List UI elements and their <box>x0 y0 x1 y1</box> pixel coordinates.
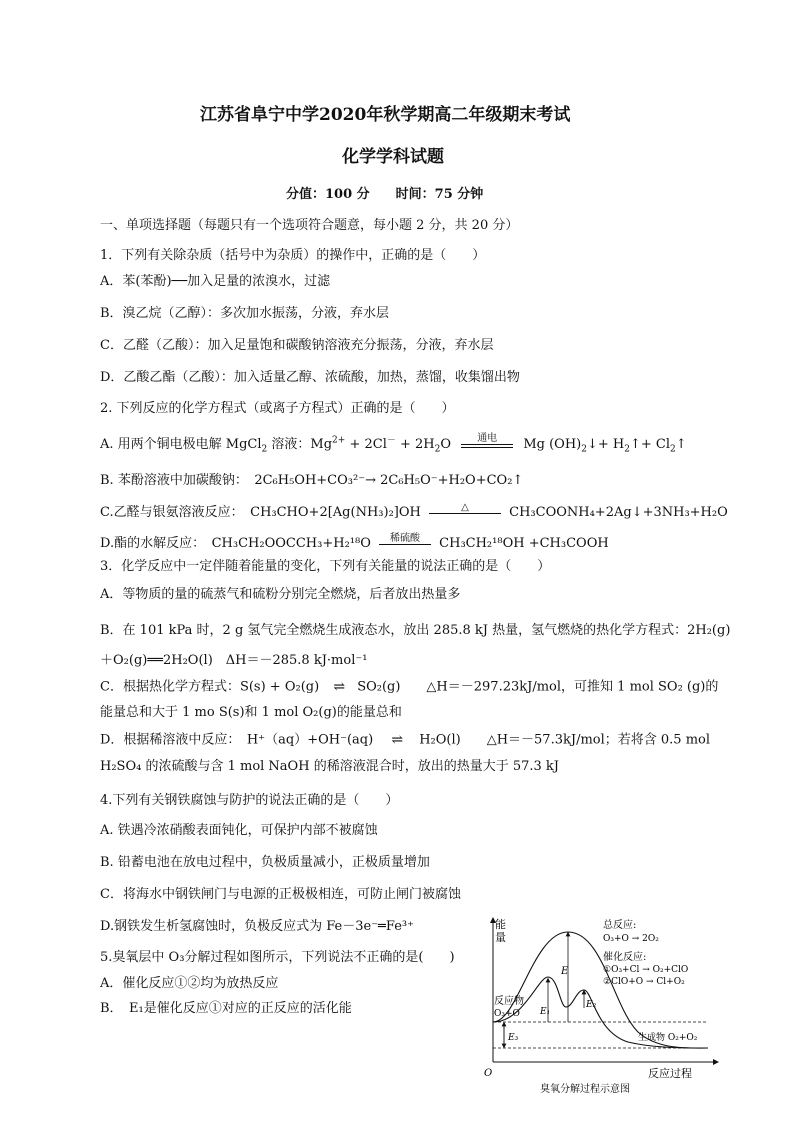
q3-d-pre: D．根据稀溶液中反应： H⁺（aq）+OH⁻(aq) <box>100 732 374 748</box>
q2-a-prod3: ↑+ Cl <box>629 437 670 452</box>
q3-c-pre: C．根据热化学方程式：S(s) + O₂(g) <box>100 679 320 695</box>
q3-option-b-line2: ＋O₂(g)══2H₂O(l) ΔH＝－285.8 kJ·mol⁻¹ <box>100 653 368 668</box>
equilibrium-arrow: ⇌ <box>333 679 344 695</box>
exam-meta: 分值：100 分 时间：75 分钟 <box>286 187 484 202</box>
e2-label: E₂ <box>586 1000 597 1010</box>
q3-c-post: SO₂(g) △H＝－297.23kJ/mol，可推知 1 mol SO₂ (g)的 <box>357 679 719 695</box>
q3-option-a: A．等物质的量的硫蒸气和硫粉分别完全燃烧，后者放出热量多 <box>100 587 461 602</box>
q2-a-rest: + 2Cl <box>345 437 387 452</box>
q2-c-pre: C.乙醛与银氨溶液反应： CH₃CHO+2[Ag(NH₃)₂]OH <box>100 505 421 520</box>
section-heading: 一、单项选择题（每题只有一个选项符合题意，每小题 2 分，共 20 分） <box>100 218 519 233</box>
q3-option-c-line2: 能量总和大于 1 mo S(s)和 1 mol O₂(g)的能量总和 <box>100 705 402 720</box>
y-axis-label-1: 能 <box>495 918 506 931</box>
origin-label: O <box>484 1068 493 1079</box>
q1-option-c: C．乙醛（乙酸）：加入足量饱和碳酸钠溶液充分振荡，分液，弃水层 <box>100 338 494 353</box>
catalytic-reaction-1: ①O₃+Cl → O₂+ClO <box>603 965 689 975</box>
e3-label: E₃ <box>508 1033 519 1043</box>
q2-option-c <box>100 504 728 522</box>
q4-option-a: A. 铁遇冷浓硝酸表面钝化，可保护内部不被腐蚀 <box>100 823 378 838</box>
ozone-decomposition-diagram <box>478 912 728 1097</box>
q2-c-prod: CH₃COONH₄+2Ag↓+3NH₃+H₂O <box>509 505 728 520</box>
reactant-label: 反应物 <box>494 996 524 1007</box>
q2-a-o: O <box>440 437 452 452</box>
q4-option-c: C．将海水中钢铁闸门与电源的正极极相连，可防止闸门被腐蚀 <box>100 887 461 902</box>
equilibrium-arrow: ⇌ <box>391 732 402 748</box>
heat-label: △ <box>461 502 469 513</box>
q2-a-mid: 溶液：Mg <box>267 437 333 452</box>
diagram-caption: 臭氧分解过程示意图 <box>540 1084 630 1095</box>
q2-d-pre: D.酯的水解反应： CH₃CH₂OOCCH₃+H₂¹⁸O <box>100 536 371 551</box>
product-label: 生成物 O₂+O₂ <box>638 1033 698 1043</box>
q2-stem: 2. 下列反应的化学方程式（或离子方程式）正确的是（ ） <box>100 401 455 416</box>
total-reaction-eq: O₃+O → 2O₂ <box>603 934 659 944</box>
q1-option-a: A．苯(苯酚)──加入足量的浓溴水，过滤 <box>100 274 331 289</box>
q1-stem: 1．下列有关除杂质（括号中为杂质）的操作中，正确的是（ ） <box>100 248 486 263</box>
q5-option-a: A．催化反应①②均为放热反应 <box>100 976 279 991</box>
reactant-formula: O₃+O <box>494 1009 520 1019</box>
q2-option-d <box>100 535 609 553</box>
q1-option-d: D．乙酸乙酯（乙酸）：加入适量乙醇、浓硫酸，加热，蒸馏，收集馏出物 <box>100 370 520 385</box>
q2-d-prod: CH₃CH₂¹⁸OH +CH₃COOH <box>439 536 609 551</box>
heat-arrow <box>429 502 501 514</box>
q2-a-pre: A. 用两个铜电极电解 MgCl <box>100 437 262 452</box>
q1-option-b: B．溴乙烷（乙醇）：多次加水振荡，分液，弃水层 <box>100 306 390 321</box>
catalytic-reaction-2: ②ClO+O → Cl+O₂ <box>603 977 685 987</box>
exam-subtitle: 化学学科试题 <box>342 147 444 167</box>
catalytic-reaction-title: 催化反应: <box>603 952 647 963</box>
q2-a-prod4: ↑ <box>675 437 687 452</box>
q2-a-rest2: + 2H <box>395 437 435 452</box>
q4-option-b: B. 铅蓄电池在放电过程中，负极质量减小，正极质量增加 <box>100 855 430 870</box>
uncatalyzed-curve <box>493 932 708 1048</box>
q3-option-d-line2: H₂SO₄ 的浓硫酸与含 1 mol NaOH 的稀溶液混合时，放出的热量大于 57.3 kJ <box>100 759 559 774</box>
total-reaction-title: 总反应: <box>603 920 637 931</box>
q3-stem: 3．化学反应中一定伴随着能量的变化，下列有关能量的说法正确的是（ ） <box>100 559 551 574</box>
x-axis-label: 反应过程 <box>648 1067 692 1080</box>
exam-title: 江苏省阜宁中学2020年秋学期高二年级期末考试 <box>200 105 571 125</box>
reversible-arrow <box>379 533 431 545</box>
e1-label: E₁ <box>540 1007 551 1017</box>
q2-a-prod: Mg (OH) <box>523 437 582 452</box>
y-axis-label-2: 量 <box>495 931 506 944</box>
acid-label: 稀硫酸 <box>390 533 421 544</box>
q2-a-prod2: ↓+ H <box>586 437 625 452</box>
electrolysis-label: 通电 <box>477 432 498 444</box>
q5-option-b: B． E₁是催化反应①对应的正反应的活化能 <box>100 1001 352 1016</box>
q2-option-a: A. 用两个铜电极电解 MgCl$_2$ 溶液：$Mg^{2+} + 2Cl^- + 2H_2O$ 通电 Mg $(OH)_2↓+$ $H_2↑+$ $Cl_2↑$ <box>100 436 687 454</box>
electrolysis-arrow <box>461 432 513 448</box>
q3-option-c-line1 <box>100 678 718 697</box>
q2-option-b: B. 苯酚溶液中加碳酸钠： 2C₆H₅OH+CO₃²⁻→ 2C₆H₅O⁻+H₂O+CO₂↑ <box>100 473 524 488</box>
q3-d-post: H₂O(l) △H＝－57.3kJ/mol；若将含 0.5 mol <box>419 732 711 748</box>
q5-stem: 5.臭氧层中 O₃分解过程如图所示，下列说法不正确的是( ) <box>100 950 455 965</box>
e-label: E <box>561 966 569 977</box>
q4-stem: 4.下列有关钢铁腐蚀与防护的说法正确的是（ ） <box>100 793 399 808</box>
q3-option-b-line1: B．在 101 kPa 时，2 g 氢气完全燃烧生成液态水，放出 285.8 kJ 热量，氢气燃烧的热化学方程式：2H₂(g) <box>100 623 731 638</box>
q4-option-d: D.钢铁发生析氢腐蚀时，负极反应式为 Fe－3e⁻═Fe³⁺ <box>100 919 414 934</box>
q3-option-d-line1 <box>100 731 710 750</box>
